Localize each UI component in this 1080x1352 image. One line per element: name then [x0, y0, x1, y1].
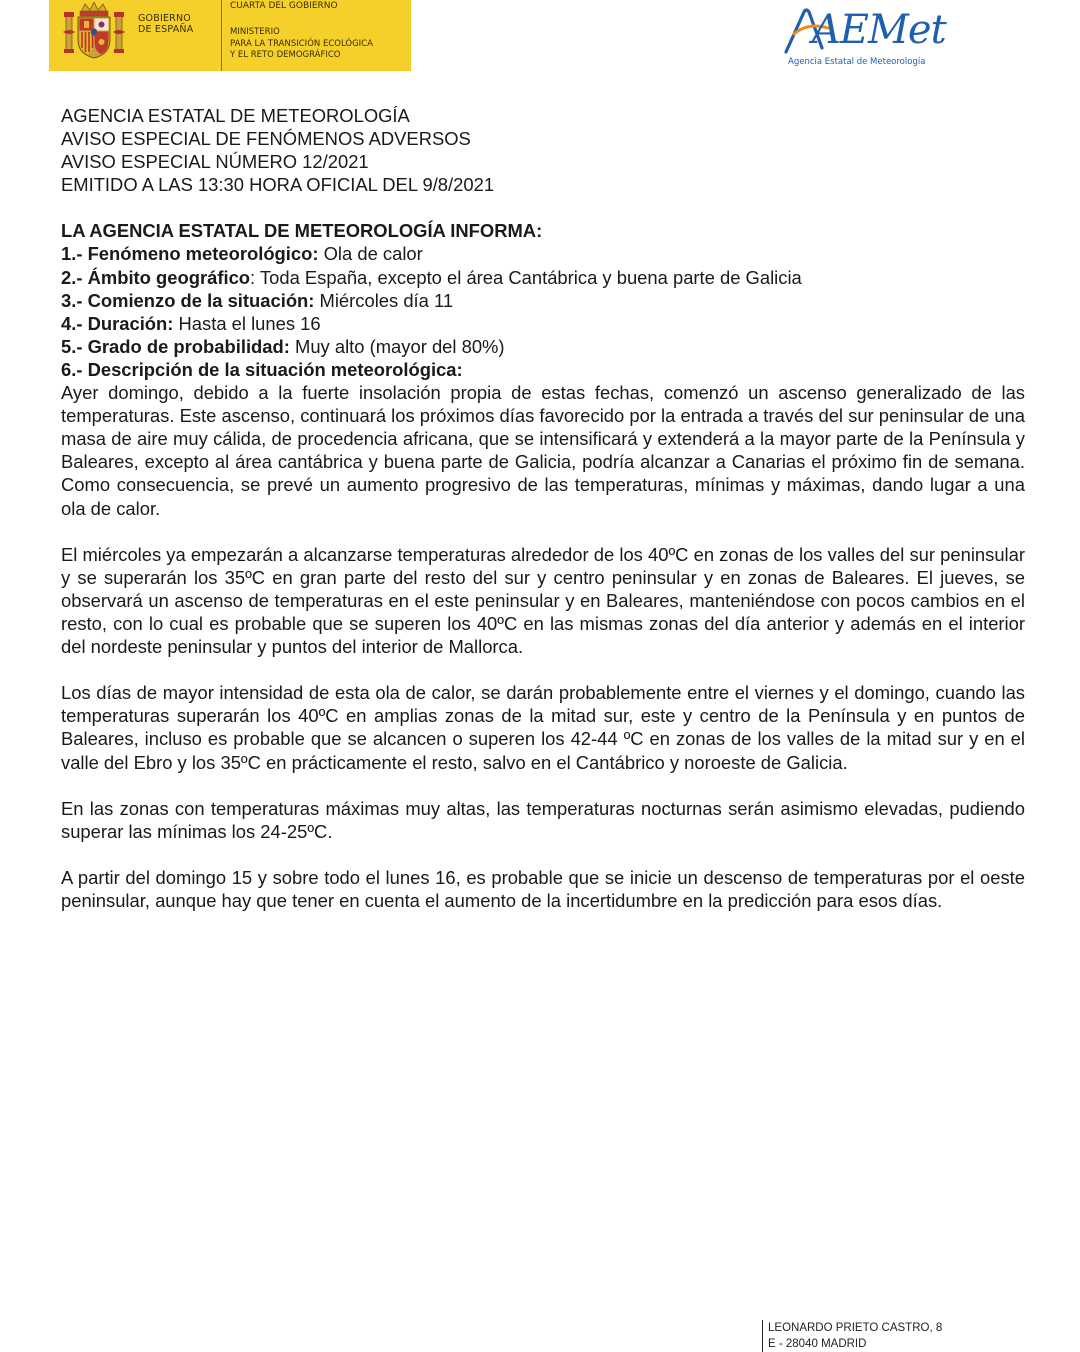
- address-line-2: E - 28040 MADRID: [768, 1338, 867, 1350]
- gov-line-2: DE ESPAÑA: [138, 24, 194, 35]
- paragraph-intro: Ayer domingo, debido a la fuerte insolación propia de estas fechas, comenzó un ascenso generalizado de las temperaturas. Este ascenso, continuará los próximos días favorecido por la entrada a través del sur peninsular de una masa de aire muy cálida, de procedencia africana, que se intensificará y extenderá a la mayor parte de la Península y Baleares, excepto al área cantábrica y buena parte de Galicia, podría alcanzar a Canarias el próximo fin de semana. Como consecuencia, se prevé un aumento progresivo de las temperaturas, mínimas y máximas, dando lugar a una ola de calor.: [61, 382, 1025, 519]
- ministry-line-3: Y EL RETO DEMOGRÁFICO: [230, 50, 341, 60]
- gov-line-1: GOBIERNO: [138, 13, 191, 24]
- item-probability: 5.- Grado de probabilidad: Muy alto (mayor del 80%): [61, 335, 505, 357]
- paragraph-peak-days: Los días de mayor intensidad de esta ola de calor, se darán probablemente entre el viernes y el domingo, cuando las temperaturas superarán los 40ºC en amplias zonas de la mitad sur, este y centro de la Península y en puntos de Baleares, incluso es probable que se alcancen o superen los 42-44 ºC en zonas de los valles de la mitad sur y en el valle del Ebro y los 35ºC en prácticamente el resto, salvo en el Cantábrico y noroeste de Galicia.: [61, 682, 1025, 773]
- ministry-line-1: MINISTERIO: [230, 27, 280, 37]
- address-line-1: LEONARDO PRIETO CASTRO, 8: [768, 1322, 943, 1334]
- coat-of-arms-icon: [63, 2, 125, 60]
- informa-heading: LA AGENCIA ESTATAL DE METEOROLOGÍA INFORMA:: [61, 220, 543, 242]
- government-banner: [49, 0, 411, 71]
- ministry-line-2: PARA LA TRANSICIÓN ECOLÓGICA: [230, 38, 373, 49]
- aemet-logo: [778, 6, 946, 72]
- paragraph-night-temperatures: En las zonas con temperaturas máximas muy altas, las temperaturas nocturnas serán asimismo elevadas, pudiendo superar las mínimas los 24-25ºC.: [61, 797, 1025, 842]
- agency-name: AGENCIA ESTATAL DE METEOROLOGÍA: [61, 105, 410, 126]
- item-start: 3.- Comienzo de la situación: Miércoles día 11: [61, 289, 454, 311]
- item-description: 6.- Descripción de la situación meteorológica:: [61, 358, 463, 380]
- item-geographic-scope: 2.- Ámbito geográfico: Toda España, excepto el área Cantábrica y buena parte de Galicia: [61, 266, 802, 288]
- item-phenomenon: 1.- Fenómeno meteorológico: Ola de calor: [61, 243, 423, 265]
- notice-body: [61, 104, 1025, 912]
- paragraph-decline: A partir del domingo 15 y sobre todo el lunes 16, es probable que se inicie un descenso de temperaturas por el oeste peninsular, aunque hay que tener en cuenta el aumento de la incertidumbre en la predicción para esos días.: [61, 867, 1025, 912]
- vice-presidency: CUARTA DEL GOBIERNO: [230, 1, 338, 11]
- notice-items: [61, 242, 1025, 381]
- aemet-wordmark: [786, 6, 946, 54]
- ministry-name: [230, 27, 373, 62]
- footer-address: [762, 1320, 942, 1352]
- item-duration: 4.- Duración: Hasta el lunes 16: [61, 312, 321, 334]
- banner-divider: [221, 0, 222, 71]
- issued-time: EMITIDO A LAS 13:30 HORA OFICIAL DEL 9/8/2021: [61, 174, 495, 196]
- notice-number: AVISO ESPECIAL NÚMERO 12/2021: [61, 151, 369, 173]
- notice-header: [61, 104, 1025, 196]
- paragraph-wednesday-thursday: El miércoles ya empezarán a alcanzarse temperaturas alrededor de los 40ºC en zonas de los valles del sur peninsular y se superarán los 35ºC en gran parte del resto del sur y centro peninsular y en zonas de Baleares. El jueves, se observará un ascenso de temperaturas en el este peninsular y en Baleares, manteniéndose con pocos cambios en el resto, con lo cual es probable que se superen los 40ºC en las mismas zonas del día anterior y además en el interior del nordeste peninsular y puntos del interior de Mallorca.: [61, 543, 1025, 658]
- government-name: [138, 13, 193, 35]
- aemet-tagline: Agencia Estatal de Meteorología: [788, 57, 926, 67]
- notice-type: AVISO ESPECIAL DE FENÓMENOS ADVERSOS: [61, 128, 471, 150]
- aemet-logo-text: AEMet: [811, 7, 946, 53]
